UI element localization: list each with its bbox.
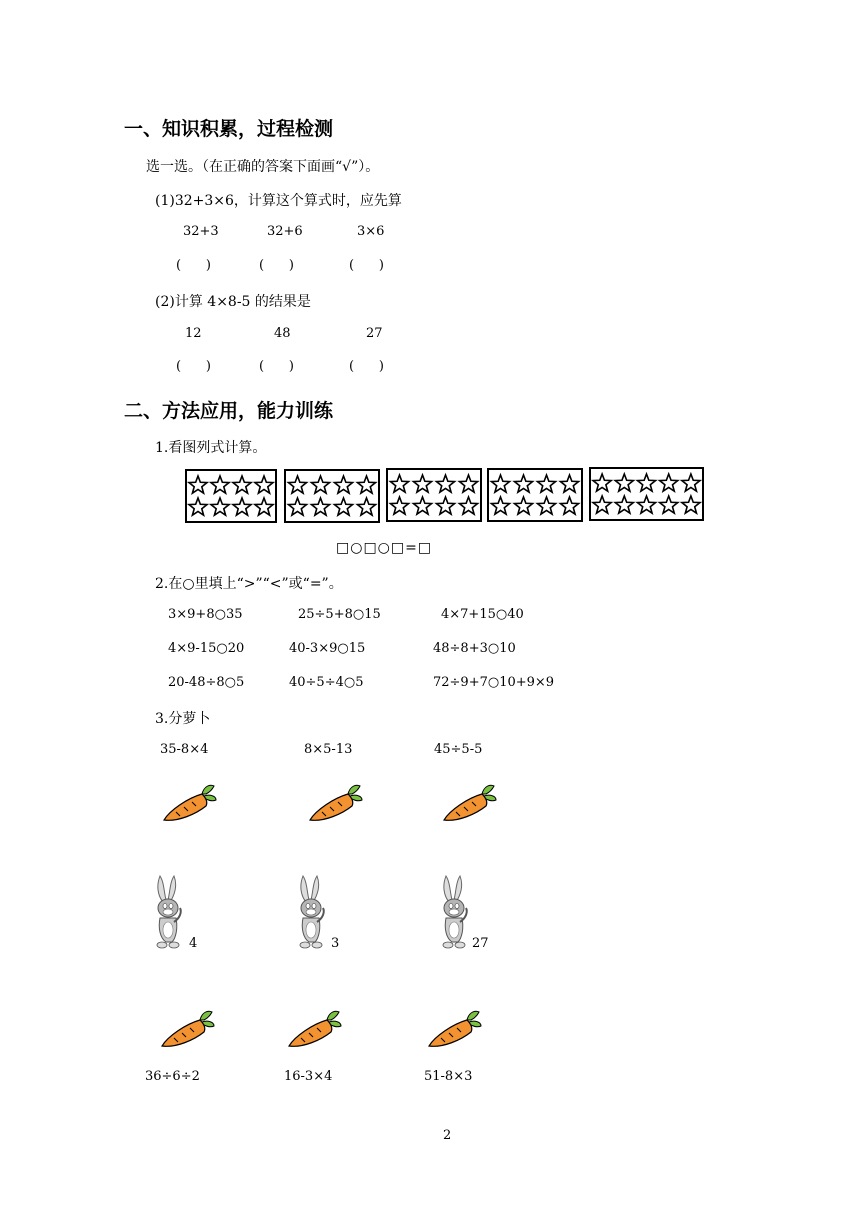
star-icon: [660, 474, 678, 491]
star-icon: [357, 476, 375, 493]
star-icon: [593, 474, 611, 491]
star-icon: [491, 475, 509, 492]
q1-blank-3[interactable]: ( ): [349, 258, 384, 273]
rabbit-number: 4: [189, 936, 198, 951]
q2-blank-3[interactable]: ( ): [349, 359, 384, 374]
star-icon: [413, 475, 431, 492]
star-icon: [637, 496, 655, 513]
q2-blank-2[interactable]: ( ): [259, 359, 294, 374]
rabbit-number: 27: [472, 936, 489, 951]
q1-option-2: 32+6: [267, 224, 303, 239]
star-box: [284, 469, 380, 523]
carrot-icon[interactable]: [306, 782, 364, 826]
compare-item[interactable]: 4×9-15○20: [168, 641, 245, 656]
star-icon: [459, 475, 477, 492]
q2-blank-1[interactable]: ( ): [176, 359, 211, 374]
q2-option-3: 27: [366, 326, 383, 341]
star-box: [185, 469, 277, 523]
carrot-bottom-expr: 51-8×3: [424, 1069, 473, 1084]
section1-intro: 选一选。（在正确的答案下面画“√”）。: [146, 159, 380, 175]
q2-text: (2)计算 4×8-5 的结果是: [155, 294, 311, 310]
star-icon: [537, 475, 555, 492]
section1-title: 一、知识积累，过程检测: [124, 118, 334, 140]
star-icon: [211, 498, 229, 515]
star-box: [487, 468, 583, 522]
carrot-icon[interactable]: [158, 1008, 216, 1052]
carrot-bottom-expr: 16-3×4: [284, 1069, 333, 1084]
star-box: [386, 468, 482, 522]
star-icon: [560, 497, 578, 514]
star-icon: [288, 476, 306, 493]
rabbit-icon[interactable]: [434, 872, 474, 952]
star-icon: [233, 498, 251, 515]
compare-item[interactable]: 48÷8+3○10: [433, 641, 516, 656]
star-icon: [311, 498, 329, 515]
compare-item[interactable]: 40-3×9○15: [289, 641, 366, 656]
star-icon: [357, 498, 375, 515]
q1-text: (1)32+3×6，计算这个算式时，应先算: [155, 193, 402, 209]
rabbit-number: 3: [331, 936, 340, 951]
star-icon: [637, 474, 655, 491]
star-icon: [255, 476, 273, 493]
rabbit-icon[interactable]: [291, 872, 331, 952]
carrot-top-expr: 35-8×4: [160, 742, 209, 757]
star-box: [589, 467, 704, 521]
star-icon: [189, 498, 207, 515]
star-icon: [615, 496, 633, 513]
carrot-icon[interactable]: [285, 1008, 343, 1052]
star-icon: [233, 476, 251, 493]
section2-title: 二、方法应用，能力训练: [124, 400, 334, 422]
star-icon: [593, 496, 611, 513]
carrot-top-expr: 45÷5-5: [434, 742, 483, 757]
q1-blank-1[interactable]: ( ): [176, 258, 211, 273]
compare-item[interactable]: 4×7+15○40: [441, 607, 524, 622]
star-icon: [288, 498, 306, 515]
carrot-top-expr: 8×5-13: [304, 742, 353, 757]
star-icon: [537, 497, 555, 514]
star-icon: [615, 474, 633, 491]
q2-option-2: 48: [274, 326, 291, 341]
p1-text: 1.看图列式计算。: [155, 440, 267, 456]
q1-option-1: 32+3: [183, 224, 219, 239]
carrot-icon[interactable]: [440, 782, 498, 826]
star-icon: [514, 475, 532, 492]
star-icon: [334, 498, 352, 515]
compare-item[interactable]: 72÷9+7○10+9×9: [433, 675, 555, 690]
star-icon: [491, 497, 509, 514]
page-number: 2: [443, 1128, 452, 1143]
star-icon: [413, 497, 431, 514]
p1-equation[interactable]: □○□○□=□: [336, 540, 433, 556]
compare-item[interactable]: 25÷5+8○15: [298, 607, 381, 622]
star-icon: [211, 476, 229, 493]
star-icon: [682, 474, 700, 491]
star-icon: [514, 497, 532, 514]
star-icon: [436, 497, 454, 514]
q2-option-1: 12: [185, 326, 202, 341]
star-icon: [390, 497, 408, 514]
star-icon: [334, 476, 352, 493]
star-icon: [682, 496, 700, 513]
star-icon: [390, 475, 408, 492]
star-icon: [660, 496, 678, 513]
compare-item[interactable]: 20-48÷8○5: [168, 675, 245, 690]
compare-item[interactable]: 40÷5÷4○5: [289, 675, 364, 690]
star-icon: [560, 475, 578, 492]
rabbit-icon[interactable]: [148, 872, 188, 952]
star-icon: [459, 497, 477, 514]
star-icon: [436, 475, 454, 492]
carrot-icon[interactable]: [425, 1008, 483, 1052]
p2-text: 2.在○里填上“>”“<”或“=”。: [155, 576, 343, 592]
q1-option-3: 3×6: [357, 224, 385, 239]
star-icon: [189, 476, 207, 493]
star-icon: [255, 498, 273, 515]
p3-text: 3.分萝卜: [155, 711, 211, 727]
carrot-bottom-expr: 36÷6÷2: [145, 1069, 200, 1084]
compare-item[interactable]: 3×9+8○35: [168, 607, 243, 622]
q1-blank-2[interactable]: ( ): [259, 258, 294, 273]
star-icon: [311, 476, 329, 493]
carrot-icon[interactable]: [160, 782, 218, 826]
